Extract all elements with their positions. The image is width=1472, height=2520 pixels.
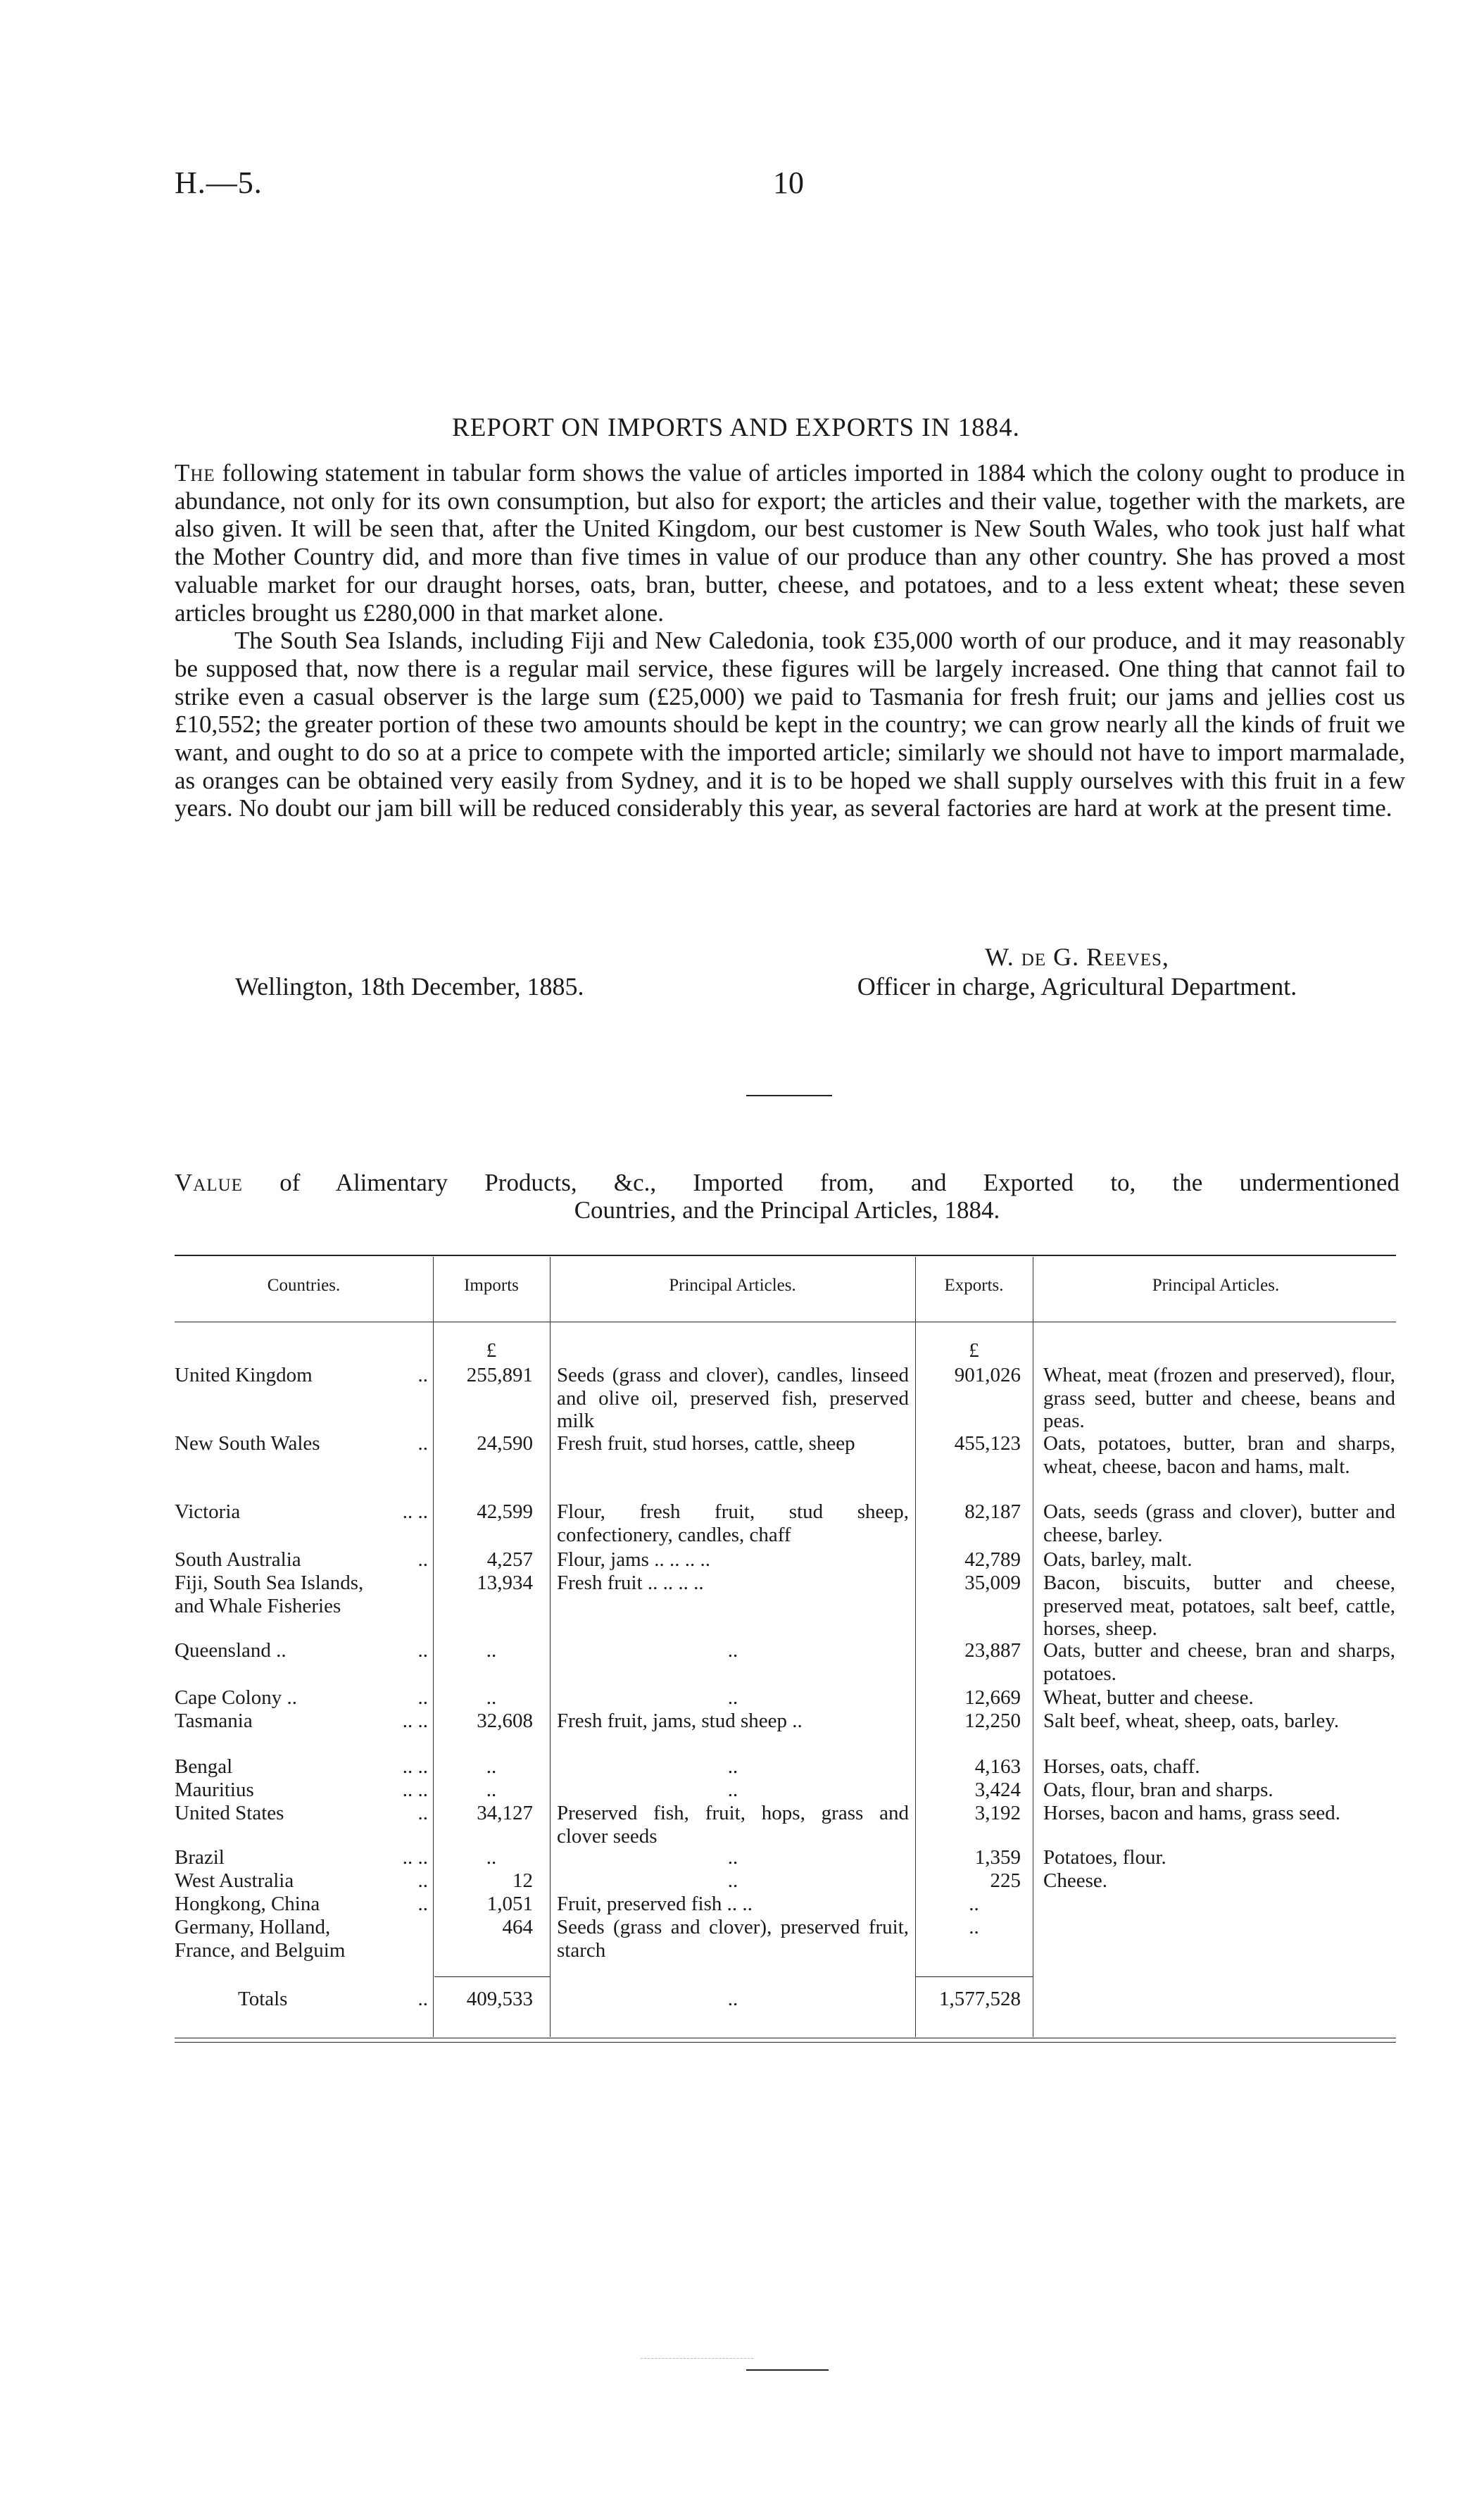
header-exported-articles: Principal Articles. bbox=[1152, 1276, 1280, 1295]
row-exports-value: 901,026 bbox=[954, 1364, 1021, 1386]
row-country: Fiji, South Sea Islands, and Whale Fisheries bbox=[175, 1572, 364, 1617]
row-imported-articles: .. bbox=[727, 1686, 738, 1709]
row-imported-articles: Preserved fish, fruit, hops, grass and clover seeds bbox=[557, 1802, 909, 1848]
page-number: 10 bbox=[773, 165, 804, 200]
row-imports-value: 42,599 bbox=[477, 1500, 533, 1523]
table-top-rule bbox=[175, 1255, 1396, 1256]
column-divider bbox=[550, 1257, 551, 2037]
row-imported-articles: Fruit, preserved fish .. .. bbox=[557, 1893, 753, 1915]
row-country: New South Wales bbox=[175, 1432, 320, 1455]
row-imported-articles: Fresh fruit .. .. .. .. bbox=[557, 1572, 704, 1594]
header-imported-articles: Principal Articles. bbox=[669, 1276, 796, 1295]
row-exported-articles: Cheese. bbox=[1043, 1869, 1107, 1892]
row-imports-value: 255,891 bbox=[466, 1364, 533, 1386]
print-speck bbox=[641, 2358, 753, 2360]
row-imported-articles: Flour, fresh fruit, stud sheep, confectionery, candles, chaff bbox=[557, 1500, 909, 1546]
exports-total-rule bbox=[915, 1976, 1033, 1977]
row-imported-articles: .. bbox=[727, 1846, 738, 1869]
paragraph-1-lead: The bbox=[175, 459, 215, 487]
row-leader-dots: .. bbox=[417, 1364, 428, 1386]
table-title bbox=[175, 1169, 1399, 1224]
row-leader-dots: .. bbox=[417, 1548, 428, 1571]
table-title-lead: Value bbox=[175, 1169, 243, 1196]
paragraph-1-text: following statement in tabular form shows the value of articles imported in 1884 which the colony ought to produce in abundance, not only for its own consumption, but also for export; the articles and their value, together with the markets, are also given. It will be seen that, after the United Kingdom, our best customer is New South Wales, who took just half what the Mother Country did, and more than five times in value of our produce than any other country. She has proved a most valuable market for our draught horses, oats, bran, butter, cheese, and potatoes, and to a less extent wheat; these seven articles brought us £280,000 in that market alone. bbox=[175, 459, 1406, 627]
header-exports: Exports. bbox=[944, 1276, 1004, 1295]
row-leader-dots: .. .. bbox=[402, 1755, 428, 1778]
row-leader-dots: .. bbox=[417, 1869, 428, 1892]
row-exports-value: 4,163 bbox=[974, 1755, 1021, 1778]
row-exports-value: 82,187 bbox=[964, 1500, 1021, 1523]
row-exported-articles: Oats, butter and cheese, bran and sharps, potatoes. bbox=[1043, 1639, 1395, 1685]
row-leader-dots: .. bbox=[417, 1893, 428, 1915]
row-leader-dots: .. bbox=[417, 1802, 428, 1824]
row-country: Tasmania bbox=[175, 1710, 253, 1732]
row-imports-value: .. bbox=[486, 1779, 497, 1801]
row-country: Cape Colony .. bbox=[175, 1686, 297, 1709]
header-countries: Countries. bbox=[267, 1276, 341, 1295]
row-imports-value: .. bbox=[486, 1639, 497, 1662]
row-country: Queensland .. bbox=[175, 1639, 287, 1662]
row-leader-dots: .. .. bbox=[402, 1779, 428, 1801]
row-exports-value: 1,359 bbox=[974, 1846, 1021, 1869]
totals-imported-articles: .. bbox=[727, 1988, 738, 2010]
row-country: West Australia bbox=[175, 1869, 294, 1892]
signatory-office: Officer in charge, Agricultural Department. bbox=[857, 972, 1297, 1001]
row-country: Mauritius bbox=[175, 1779, 254, 1801]
row-imports-value: 4,257 bbox=[486, 1548, 533, 1571]
row-imports-value: 32,608 bbox=[477, 1710, 533, 1732]
row-exported-articles: Bacon, biscuits, butter and cheese, preserved meat, potatoes, salt beef, cattle, horses, sheep. bbox=[1043, 1572, 1395, 1640]
row-country: United Kingdom bbox=[175, 1364, 313, 1386]
row-exported-articles: Wheat, butter and cheese. bbox=[1043, 1686, 1254, 1709]
imports-total-rule bbox=[434, 1976, 550, 1977]
paragraph-1 bbox=[175, 459, 1405, 627]
row-exported-articles: Oats, potatoes, butter, bran and sharps, wheat, cheese, bacon and hams, malt. bbox=[1043, 1432, 1395, 1478]
row-leader-dots: .. bbox=[417, 1686, 428, 1709]
footer-rule bbox=[746, 2369, 829, 2371]
paragraph-2: The South Sea Islands, including Fiji and New Caledonia, took £35,000 worth of our produce, and it may reasonably be supposed that, now there is a regular mail service, these figures will be largely increased. One thing that cannot fail to strike even a casual observer is the large sum (£25,000) we paid to Tasmania for fresh fruit; our jams and jellies cost us £10,552; the greater portion of these two amounts should be kept in the country; we can grow nearly all the kinds of fruit we want, and ought to do so at a price to compete with the imported article; similarly we should not have to import marmalade, as oranges can be obtained very easily from Sydney, and it is to be hoped we shall supply ourselves with this fruit in a few years. No doubt our jam bill will be reduced considerably this year, as several factories are hard at work at the present time. bbox=[175, 627, 1405, 822]
row-exported-articles: Horses, oats, chaff. bbox=[1043, 1755, 1200, 1778]
row-imports-value: .. bbox=[486, 1755, 497, 1778]
exports-currency: £ bbox=[969, 1339, 979, 1362]
row-country: South Australia bbox=[175, 1548, 301, 1571]
totals-imports-value: 409,533 bbox=[466, 1988, 533, 2010]
row-country: United States bbox=[175, 1802, 284, 1824]
place-and-date: Wellington, 18th December, 1885. bbox=[235, 972, 584, 1001]
row-leader-dots: .. bbox=[417, 1432, 428, 1455]
row-country: Brazil bbox=[175, 1846, 225, 1869]
row-imported-articles: Fresh fruit, jams, stud sheep .. bbox=[557, 1710, 803, 1732]
row-exports-value: 35,009 bbox=[964, 1572, 1021, 1594]
row-imported-articles: Seeds (grass and clover), candles, linseed and olive oil, preserved fish, preserved milk bbox=[557, 1364, 909, 1432]
row-exported-articles: Oats, seeds (grass and clover), butter and cheese, barley. bbox=[1043, 1500, 1395, 1546]
row-exports-value: 3,424 bbox=[974, 1779, 1021, 1801]
row-imported-articles: .. bbox=[727, 1755, 738, 1778]
row-exported-articles: Salt beef, wheat, sheep, oats, barley. bbox=[1043, 1710, 1340, 1732]
document-reference: H.—5. bbox=[175, 165, 263, 200]
row-imported-articles: Flour, jams .. .. .. .. bbox=[557, 1548, 710, 1571]
row-imports-value: 12 bbox=[512, 1869, 533, 1892]
row-exported-articles: Wheat, meat (frozen and preserved), flour, grass seed, butter and cheese, beans and peas. bbox=[1043, 1364, 1395, 1432]
row-imports-value: .. bbox=[486, 1846, 497, 1869]
row-exported-articles: Potatoes, flour. bbox=[1043, 1846, 1166, 1869]
row-imports-value: 13,934 bbox=[477, 1572, 533, 1594]
signatory-name: W. de G. Reeves, bbox=[985, 943, 1169, 971]
row-exports-value: .. bbox=[969, 1893, 979, 1915]
row-imports-value: .. bbox=[486, 1686, 497, 1709]
row-imported-articles: .. bbox=[727, 1869, 738, 1892]
totals-exports-value: 1,577,528 bbox=[939, 1988, 1021, 2010]
row-exported-articles: Oats, barley, malt. bbox=[1043, 1548, 1193, 1571]
totals-label: Totals bbox=[238, 1988, 288, 2010]
totals-leader-dots: .. bbox=[417, 1988, 428, 2010]
row-exports-value: 12,250 bbox=[964, 1710, 1021, 1732]
row-country: Victoria bbox=[175, 1500, 241, 1523]
header-imports: Imports bbox=[464, 1276, 519, 1295]
row-country: Hongkong, China bbox=[175, 1893, 320, 1915]
row-imports-value: 24,590 bbox=[477, 1432, 533, 1455]
table-title-line-2: Countries, and the Principal Articles, 1884. bbox=[574, 1196, 1000, 1224]
table-title-line-1: of Alimentary Products, &c., Imported from, and Exported to, the undermentioned bbox=[279, 1169, 1400, 1196]
row-imported-articles: Fresh fruit, stud horses, cattle, sheep bbox=[557, 1432, 855, 1455]
row-leader-dots: .. .. bbox=[402, 1500, 428, 1523]
row-imports-value: 1,051 bbox=[486, 1893, 533, 1915]
row-imports-value: 34,127 bbox=[477, 1802, 533, 1824]
row-exports-value: 23,887 bbox=[964, 1639, 1021, 1662]
row-exports-value: 225 bbox=[990, 1869, 1021, 1892]
row-country: Germany, Holland, France, and Belguim bbox=[175, 1916, 346, 1962]
table-bottom-rule-double bbox=[175, 2042, 1396, 2043]
row-leader-dots: .. .. bbox=[402, 1710, 428, 1732]
report-title: REPORT ON IMPORTS AND EXPORTS IN 1884. bbox=[452, 413, 1020, 442]
row-exports-value: 12,669 bbox=[964, 1686, 1021, 1709]
row-exports-value: .. bbox=[969, 1916, 979, 1938]
row-country: Bengal bbox=[175, 1755, 233, 1778]
row-imported-articles: .. bbox=[727, 1639, 738, 1662]
row-exported-articles: Oats, flour, bran and sharps. bbox=[1043, 1779, 1273, 1801]
report-body bbox=[175, 459, 1405, 822]
row-imported-articles: Seeds (grass and clover), preserved fruit, starch bbox=[557, 1916, 909, 1962]
row-exported-articles: Horses, bacon and hams, grass seed. bbox=[1043, 1802, 1341, 1824]
section-divider bbox=[746, 1095, 832, 1096]
row-leader-dots: .. .. bbox=[402, 1846, 428, 1869]
row-exports-value: 455,123 bbox=[954, 1432, 1021, 1455]
row-leader-dots: .. bbox=[417, 1639, 428, 1662]
imports-currency: £ bbox=[486, 1339, 497, 1362]
row-imported-articles: .. bbox=[727, 1779, 738, 1801]
row-exports-value: 3,192 bbox=[974, 1802, 1021, 1824]
row-imports-value: 464 bbox=[502, 1916, 533, 1938]
row-exports-value: 42,789 bbox=[964, 1548, 1021, 1571]
